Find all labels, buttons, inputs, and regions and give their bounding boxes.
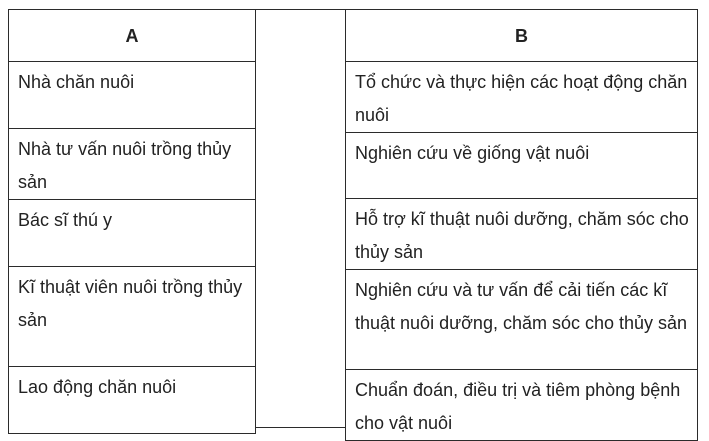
column-b-header: B [346,10,698,62]
column-b-cell: Nghiên cứu về giống vật nuôi [346,133,698,199]
column-a-cell: Lao động chăn nuôi [9,367,256,434]
column-a-cell: Nhà chăn nuôi [9,62,256,129]
column-b-cell: Nghiên cứu và tư vấn để cải tiến các kĩ thuật nuôi dưỡng, chăm sóc cho thủy sản [346,270,698,370]
column-b-cell: Chuẩn đoán, điều trị và tiêm phòng bệnh cho vật nuôi [346,370,698,441]
column-gap [255,9,346,428]
column-a-table [8,9,256,434]
column-b-table [345,9,698,441]
column-a-cell: Kĩ thuật viên nuôi trồng thủy sản [9,267,256,367]
column-a-cell: Bác sĩ thú y [9,200,256,267]
column-a-cell: Nhà tư vấn nuôi trồng thủy sản [9,129,256,200]
column-b-cell: Hỗ trợ kĩ thuật nuôi dưỡng, chăm sóc cho thủy sản [346,199,698,270]
column-a-header: A [9,10,256,62]
matching-table [8,9,698,433]
column-b-cell: Tổ chức và thực hiện các hoạt động chăn nuôi [346,62,698,133]
